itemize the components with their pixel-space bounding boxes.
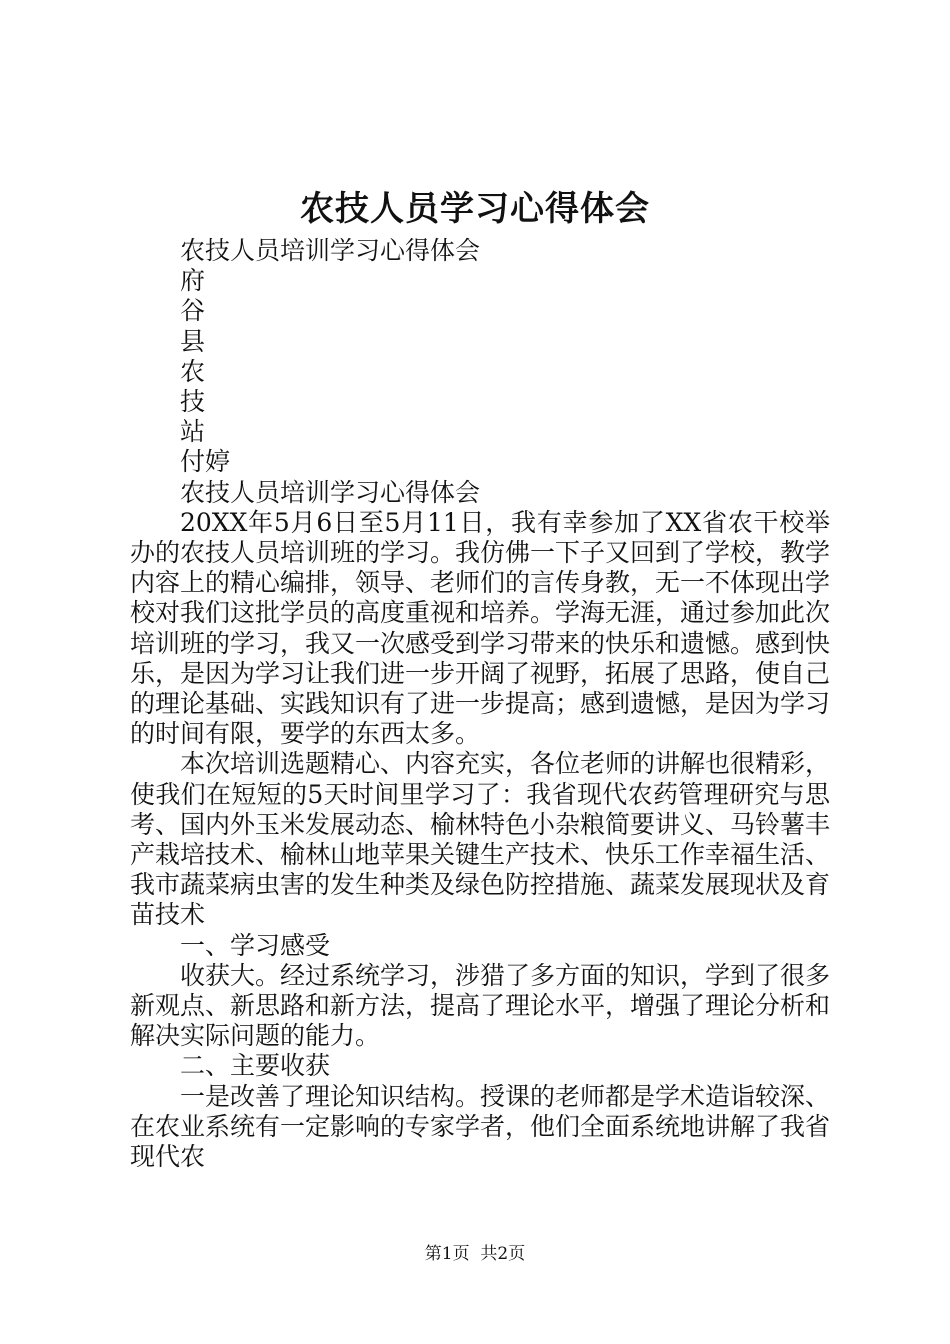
- author-char: 技: [180, 387, 206, 417]
- author-name: 付婷: [180, 447, 231, 477]
- section-heading: 一、学习感受: [180, 930, 331, 960]
- author-char: 站: [180, 417, 206, 447]
- paragraph: 本次培训选题精心、内容充实，各位老师的讲解也很精彩，使我们在短短的5天时间里学习了：我省现代农药管理研究与思考、国内外玉米发展动态、榆林特色小杂粮简要讲义、马铃薯丰产栽培技术、榆林山地苹果关键生产技术、快乐工作幸福生活、我市蔬菜病虫害的发生种类及绿色防控措施、蔬菜发展现状及育苗技术: [130, 749, 831, 930]
- section-heading: 二、主要收获: [180, 1051, 331, 1081]
- author-char: 谷: [180, 296, 206, 326]
- author-char: 府: [180, 266, 206, 296]
- paragraph: 20XX年5月6日至5月11日，我有幸参加了XX省农干校举办的农技人员培训班的学习。我仿佛一下子又回到了学校，教学内容上的精心编排，领导、老师们的言传身教，无一不体现出学校对我们这批学员的高度重视和培养。学海无涯，通过参加此次培训班的学习，我又一次感受到学习带来的快乐和遗憾。感到快乐，是因为学习让我们进一步开阔了视野，拓展了思路，使自己的理论基础、实践知识有了进一步提高；感到遗憾，是因为学习的时间有限，要学的东西太多。: [130, 507, 831, 749]
- page-footer: [0, 1242, 950, 1266]
- subtitle: 农技人员培训学习心得体会: [180, 236, 481, 265]
- author-char: 县: [180, 326, 206, 356]
- paragraph: 收获大。经过系统学习，涉猎了多方面的知识，学到了很多新观点、新思路和新方法，提高了理论水平，增强了理论分析和解决实际问题的能力。: [130, 960, 831, 1051]
- paragraph: 一是改善了理论知识结构。授课的老师都是学术造诣较深、在农业系统有一定影响的专家学者，他们全面系统地讲解了我省现代农: [130, 1081, 831, 1172]
- document-title: 农技人员学习心得体会: [300, 189, 650, 229]
- section-heading: 农技人员培训学习心得体会: [180, 477, 481, 507]
- page-number: 第1页 共2页: [424, 1244, 526, 1264]
- author-char: 农: [180, 356, 206, 386]
- document-body: [130, 236, 830, 1172]
